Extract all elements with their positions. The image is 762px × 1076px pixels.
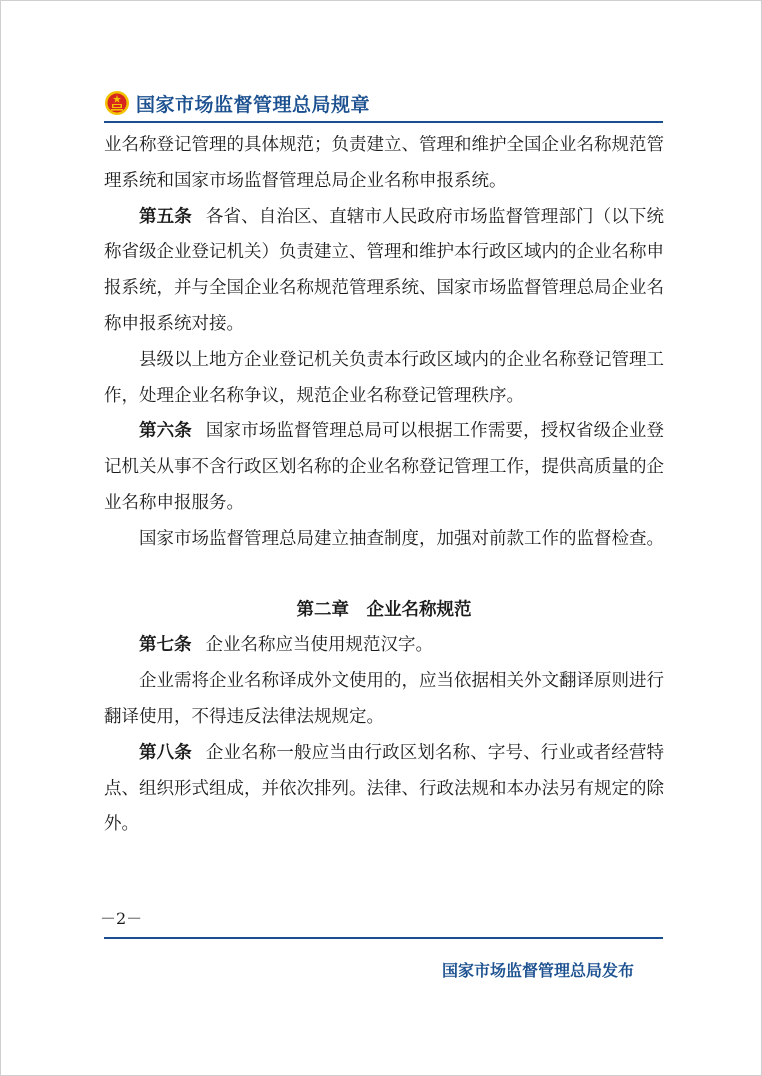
paragraph-text: 各省、自治区、直辖市人民政府市场监督管理部门（以下统称省级企业登记机关）负责建立、管理和维护本行政区域内的企业名称申报系统，并与全国企业名称规范管理系统、国家市场监督管理总局企业名称申报系统对接。: [104, 206, 664, 334]
paragraph-text: 企业名称一般应当由行政区划名称、字号、行业或者经营特点、组织形式组成，并依次排列。法律、行政法规和本办法另有规定的除外。: [104, 742, 664, 835]
footer-publisher: 国家市场监督管理总局发布: [441, 961, 634, 980]
article-label: 第六条: [139, 421, 192, 442]
paragraph-text: 国家市场监督管理总局建立抽查制度，加强对前款工作的监督检查。: [139, 528, 664, 549]
paragraph: [104, 343, 664, 415]
national-emblem-icon: [104, 90, 130, 116]
footer-rule: [104, 937, 663, 939]
paragraph-text: 业名称登记管理的具体规范；负责建立、管理和维护全国企业名称规范管理系统和国家市场监督管理总局企业名称申报系统。: [104, 135, 664, 191]
paragraph-continued: [104, 128, 664, 200]
header-title: 国家市场监督管理总局规章: [136, 93, 371, 116]
article-label: 第五条: [139, 206, 192, 227]
article-6: [104, 414, 664, 521]
article-label: 第八条: [139, 742, 192, 763]
article-label: 第七条: [139, 635, 192, 656]
paragraph-text: 国家市场监督管理总局可以根据工作需要，授权省级企业登记机关从事不含行政区划名称的企业名称登记管理工作，提供高质量的企业名称申报服务。: [104, 421, 664, 513]
document-body: [104, 128, 664, 843]
paragraph-text: 企业需将企业名称译成外文使用的，应当依据相关外文翻译原则进行翻译使用，不得违反法律法规规定。: [104, 671, 664, 727]
header-rule: [104, 121, 663, 123]
document-header: [104, 88, 370, 118]
chapter-title: 第二章 企业名称规范: [296, 599, 472, 620]
article-7: [104, 628, 664, 664]
paragraph: [104, 522, 664, 558]
article-5: [104, 200, 664, 343]
paragraph-text: 企业名称应当使用规范汉字。: [205, 635, 433, 656]
page-number: －2－: [100, 909, 143, 928]
paragraph-text: 县级以上地方企业登记机关负责本行政区域内的企业名称登记管理工作，处理企业名称争议，规范企业名称登记管理秩序。: [104, 349, 664, 406]
article-8: [104, 736, 664, 843]
paragraph: [104, 664, 664, 736]
